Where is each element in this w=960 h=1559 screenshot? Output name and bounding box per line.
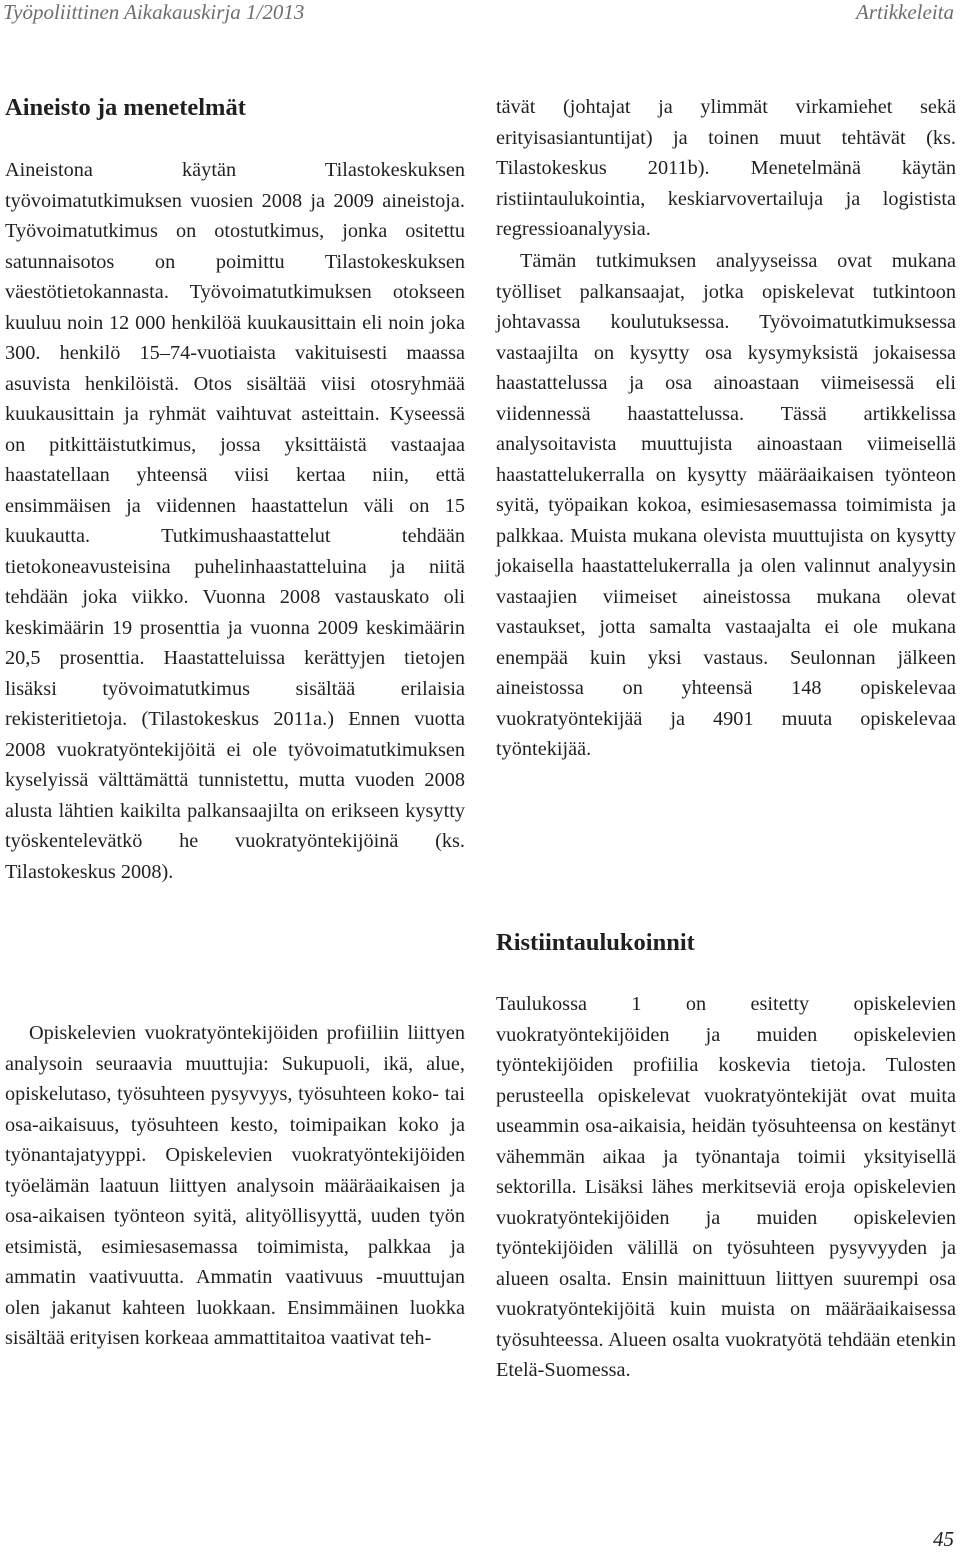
paragraph: Opiskelevien vuokratyöntekijöiden profiiliin liittyen analysoin seuraavia muuttujia: Sukupuoli, ikä, alue, opiskelutaso, työsuhteen pysyvyys, työsuhteen koko- tai osa-aikaisuus, työsuhteen kesto, toimipaikan koko ja työnantajatyyppi. Opiskelevien vuokratyöntekijöiden työelämän laatuun liittyen analysoin määräaikaisen ja osa-aikaisen työnteon syitä, alityöllisyyttä, uuden työn etsimistä, esimiesasemassa toimimista, palkkaa ja ammatin vaativuutta. Ammatin vaativuus -muuttujan olen jakanut kahteen luokkaan. Ensimmäinen luokka sisältää erityisen korkeaa ammattitaitoa vaativat teh- — [5, 1022, 465, 1349]
paragraph: tävät (johtajat ja ylimmät virkamiehet sekä erityisasiantuntijat) ja toinen muut tehtävät (ks. Tilastokeskus 2011b). Menetelmänä käytän ristiintaulukointia, keskiarvovertailuja ja logistista regressioanalyysia. — [496, 96, 956, 240]
section-heading-aineisto: Aineisto ja menetelmät — [5, 94, 246, 121]
section-title: Artikkeleita — [856, 0, 954, 24]
paragraph: Tämän tutkimuksen analyyseissa ovat mukana työlliset palkansaajat, jotka opiskelevat tutkintoon johtavassa koulutuksessa. Työvoimatutkimuksessa vastaajilta on kysytty osa kysymyksistä jokaisessa haastattelussa ja osa ainoastaan viimeisessä eli viidennessä haastattelussa. Tässä artikkelissa analysoitavista muuttujista ainoastaan viimeisellä haastattelukerralla on kysytty määräaikaisen työnteon syitä, työpaikan kokoa, esimiesasemassa toimimista ja palkkaa. Muista mukana olevista muuttujista on kysytty jokaisella haastattelukerralla ja olen valinnut analyysin vastaajien viimeiset aineistossa mukana olevat vastaukset, jotta samalta vastaajalta ei ole mukana enempää kuin yksi vastaus. Seulonnan jälkeen aineistossa on yhteensä 148 opiskelevaa vuokratyöntekijää ja 4901 muuta opiskelevaa työntekijää. — [496, 250, 956, 760]
section-heading-ristiintaulukoinnit: Ristiintaulukoinnit — [496, 929, 695, 956]
journal-title: Työpoliittinen Aikakauskirja 1/2013 — [3, 0, 305, 24]
paragraph: Aineistona käytän Tilastokeskuksen työvoimatutkimuksen vuosien 2008 ja 2009 aineistoja. Työvoimatutkimus on otostutkimus, jonka ositettu satunnaisotos on poimittu Tilastokeskuksen väestötietokannasta. Työvoimatutkimuksen otokseen kuuluu noin 12 000 henkilöä kuukausittain eli noin joka 300. henkilö 15–74-vuotiaista vakituisesti maassa asuvista henkilöistä. Otos sisältää viisi otosryhmää kuukausittain ja ryhmät vaihtuvat asteittain. Kyseessä on pitkittäistutkimus, jossa yksittäistä vastaajaa haastatellaan yhteensä viisi kertaa niin, että ensimmäisen ja viidennen haastattelun väli on 15 kuukautta. Tutkimushaastattelut tehdään tietokoneavusteisina puhelinhaastatteluina ja niitä tehdään joka viikko. Vuonna 2008 vastauskato oli keskimäärin 19 prosenttia ja vuonna 2009 keskimäärin 20,5 prosenttia. Haastatteluissa kerättyjen tietojen lisäksi työvoimatutkimus sisältää erilaisia rekisteritietoja. (Tilastokeskus 2011a.) Ennen vuotta 2008 vuokratyöntekijöitä ei ole työvoimatutkimuksen kyselyissä välttämättä tunnistettu, mutta vuoden 2008 alusta lähtien kaikilta palkansaajilta on erikseen kysytty työskentelevätkö he vuokratyöntekijöinä (ks. Tilastokeskus 2008). — [5, 159, 465, 883]
running-head — [0, 0, 960, 26]
page-number: 45 — [933, 1527, 954, 1551]
paragraph: Taulukossa 1 on esitetty opiskelevien vuokratyöntekijöiden ja muiden opiskelevien työntekijöiden profiilia koskevia tietoja. Tulosten perusteella opiskelevat vuokratyöntekijät ovat muita useammin osa-aikaisia, heidän työsuhteensa on kestänyt vähemmän aikaa ja työnantaja toimii yksityisellä sektorilla. Lisäksi lähes merkitseviä eroja opiskelevien vuokratyöntekijöiden ja muiden opiskelevien työntekijöiden välillä on työsuhteen pysyvyyden ja alueen osalta. Ensin mainittuun liittyen suurempi osa vuokratyöntekijöitä kuin muista on määräaikaisessa työsuhteessa. Alueen osalta vuokratyötä tehdään etenkin Etelä-Suomessa. — [496, 993, 956, 1381]
